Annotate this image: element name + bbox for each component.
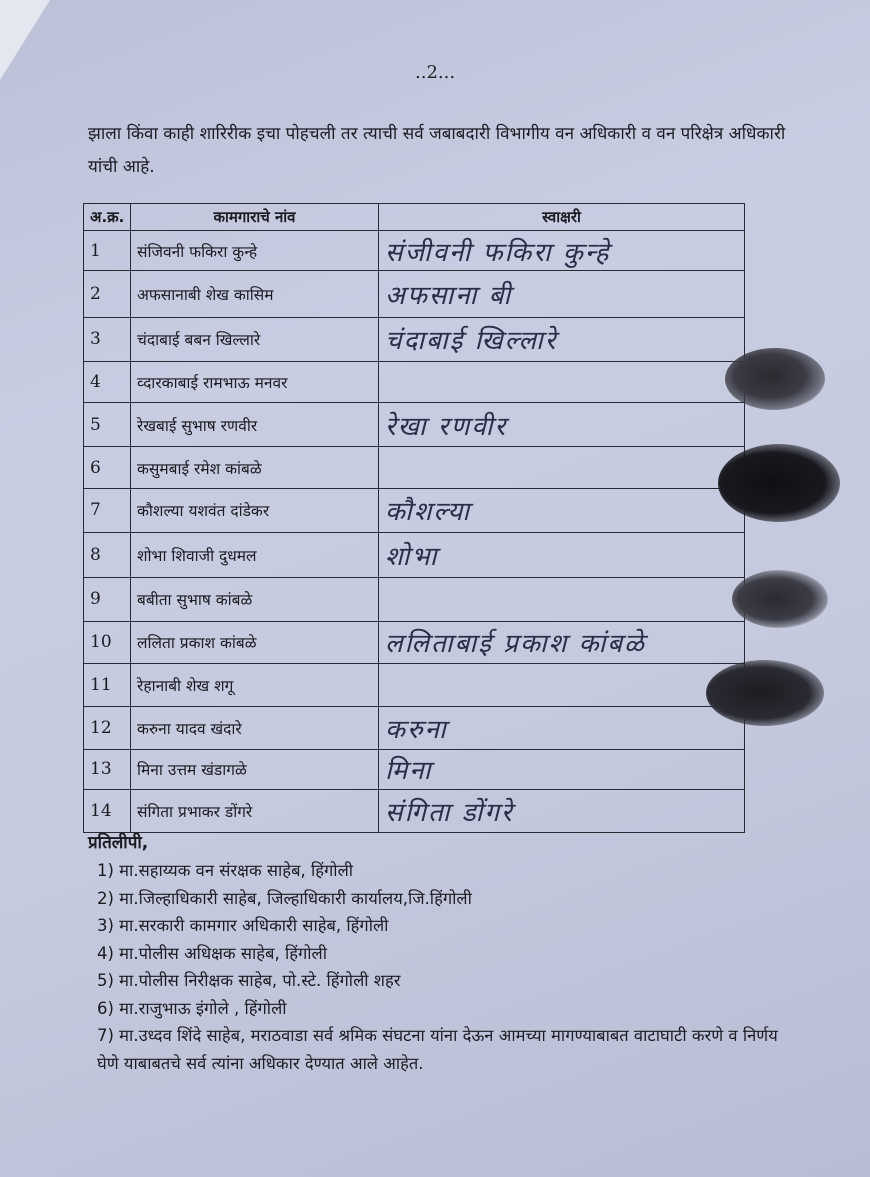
copy-to-item: 2) मा.जिल्हाधिकारी साहेब, जिल्हाधिकारी कार्यालय,जि.हिंगोली	[97, 888, 472, 908]
table-row	[84, 231, 745, 271]
table-row	[84, 317, 745, 361]
table-row	[84, 271, 745, 317]
worker-name: ललिता प्रकाश कांबळे	[131, 621, 379, 663]
signature-cell	[379, 532, 745, 577]
thumbprint-4	[725, 348, 825, 410]
signature-cell	[379, 750, 745, 789]
signature-cell	[379, 271, 745, 317]
serial-number: 13	[84, 750, 131, 789]
serial-number: 4	[84, 361, 131, 402]
worker-name: व्दारकाबाई रामभाऊ मनवर	[131, 361, 379, 402]
copy-to-item: 7) मा.उध्दव शिंदे साहेब, मराठवाडा सर्व श्रमिक संघटना यांना देऊन आमच्या मागण्याबाबत वाटाघाटी करणे व निर्णय घेणे याबाबतचे सर्व त्यांना अधिकार देण्यात आले आहेत.	[97, 1026, 778, 1073]
worker-name: संगिता प्रभाकर डोंगरे	[131, 789, 379, 832]
table-row	[84, 789, 745, 832]
signature-cell	[379, 578, 745, 621]
signature-cell	[379, 403, 745, 447]
table-row	[84, 532, 745, 577]
signature-cell	[379, 707, 745, 750]
table-row	[84, 750, 745, 789]
serial-number: 1	[84, 231, 131, 271]
copy-to-title: प्रतिलीपी,	[88, 833, 149, 853]
handwritten-signature: संजीवनी फकिरा कुन्हे	[385, 237, 611, 268]
signature-cell	[379, 621, 745, 663]
table-row	[84, 707, 745, 750]
copy-to-list	[97, 857, 787, 1077]
signature-cell	[379, 488, 745, 532]
serial-number: 12	[84, 707, 131, 750]
serial-number: 8	[84, 532, 131, 577]
handwritten-signature: रेखा रणवीर	[385, 411, 508, 442]
signature-cell	[379, 663, 745, 706]
serial-number: 9	[84, 578, 131, 621]
thumbprint-9	[732, 570, 828, 628]
copy-to-item: 6) मा.राजुभाऊ इंगोले , हिंगोली	[97, 998, 287, 1018]
signature-cell	[379, 447, 745, 488]
worker-name: कौशल्या यशवंत दांडेकर	[131, 488, 379, 532]
copy-to-item: 4) मा.पोलीस अधिक्षक साहेब, हिंगोली	[97, 943, 328, 963]
signature-cell	[379, 361, 745, 402]
table-row	[84, 403, 745, 447]
worker-name: शोभा शिवाजी दुधमल	[131, 532, 379, 577]
table-row	[84, 578, 745, 621]
serial-number: 14	[84, 789, 131, 832]
worker-name: अफसानाबी शेख कासिम	[131, 271, 379, 317]
folded-page-corner	[0, 0, 50, 80]
worker-name: संजिवनी फकिरा कुन्हे	[131, 231, 379, 271]
header-signature: स्वाक्षरी	[379, 204, 745, 231]
table-row	[84, 361, 745, 402]
handwritten-signature: चंदाबाई खिल्लारे	[385, 326, 558, 357]
serial-number: 11	[84, 663, 131, 706]
table-header-row	[84, 204, 745, 231]
serial-number: 2	[84, 271, 131, 317]
worker-name: बबीता सुभाष कांबळे	[131, 578, 379, 621]
handwritten-signature: करुना	[385, 715, 448, 746]
worker-name: कसुमबाई रमेश कांबळे	[131, 447, 379, 488]
table-row	[84, 447, 745, 488]
signature-cell	[379, 789, 745, 832]
handwritten-signature: कौशल्या	[385, 497, 472, 528]
worker-name: रेखबाई सुभाष रणवीर	[131, 403, 379, 447]
signature-cell	[379, 231, 745, 271]
worker-name: रेहानाबी शेख शगू	[131, 663, 379, 706]
worker-name: करुना यादव खंदारे	[131, 707, 379, 750]
header-serial: अ.क्र.	[84, 204, 131, 231]
signature-cell	[379, 317, 745, 361]
header-worker-name: कामगाराचे नांव	[131, 204, 379, 231]
serial-number: 3	[84, 317, 131, 361]
thumbprint-6	[718, 444, 840, 522]
copy-to-item: 5) मा.पोलीस निरीक्षक साहेब, पो.स्टे. हिंगोली शहर	[97, 971, 401, 990]
copy-to-item: 3) मा.सरकारी कामगार अधिकारी साहेब, हिंगोली	[97, 916, 389, 935]
thumbprint-11	[706, 660, 824, 726]
handwritten-signature: शोभा	[385, 542, 439, 573]
serial-number: 7	[84, 488, 131, 532]
copy-to-item: 1) मा.सहाय्यक वन संरक्षक साहेब, हिंगोली	[97, 861, 354, 880]
worker-name: मिना उत्तम खंडागळे	[131, 750, 379, 789]
handwritten-signature: ललिताबाई प्रकाश कांबळे	[385, 629, 646, 660]
serial-number: 5	[84, 403, 131, 447]
handwritten-signature: अफसाना बी	[385, 280, 513, 311]
serial-number: 10	[84, 621, 131, 663]
handwritten-signature: संगिता डोंगरे	[385, 797, 514, 828]
page-number: ..2...	[415, 62, 456, 83]
worker-name: चंदाबाई बबन खिल्लारे	[131, 317, 379, 361]
table-row	[84, 488, 745, 532]
serial-number: 6	[84, 447, 131, 488]
table-row	[84, 621, 745, 663]
table-row	[84, 663, 745, 706]
intro-paragraph: झाला किंवा काही शारिरीक इचा पोहचली तर त्याची सर्व जबाबदारी विभागीय वन अधिकारी व वन परिक्षेत्र अधिकारी यांची आहे.	[88, 124, 786, 177]
signature-table	[83, 203, 745, 833]
handwritten-signature: मिना	[385, 756, 433, 787]
